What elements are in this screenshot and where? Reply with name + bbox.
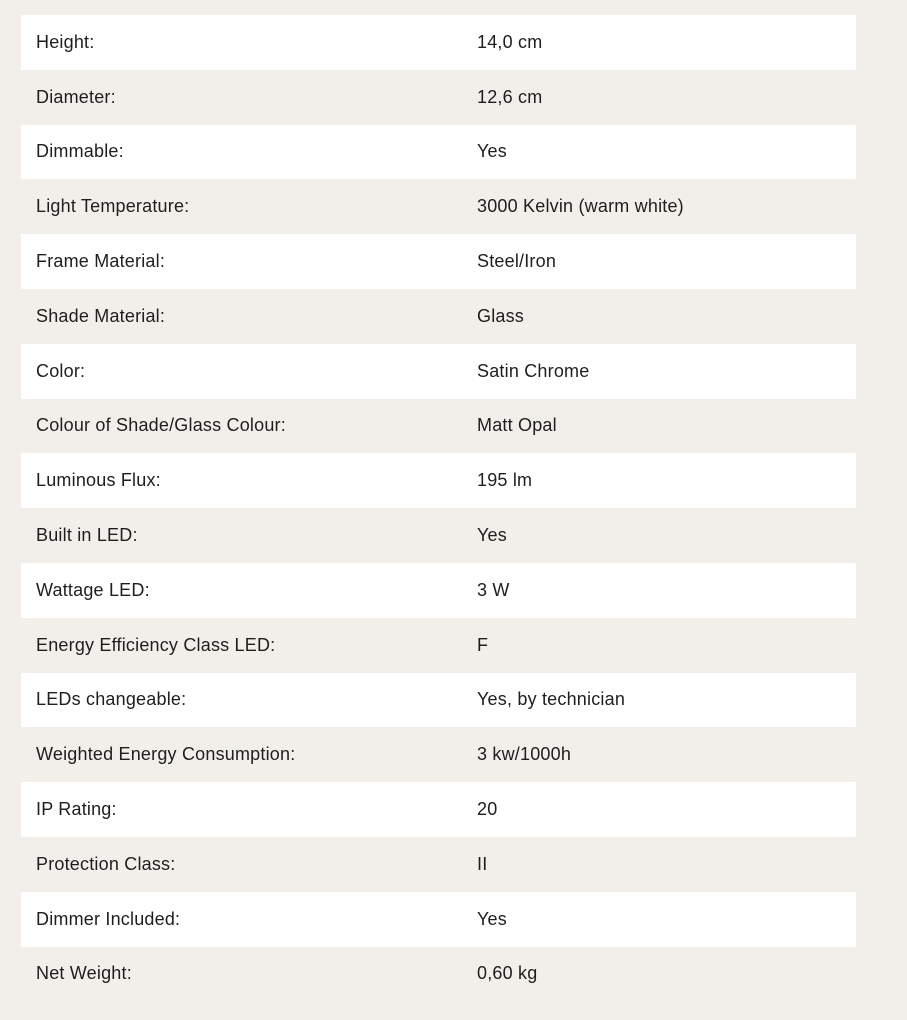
spec-value: 195 lm xyxy=(477,470,533,491)
spec-label: Light Temperature: xyxy=(36,196,190,217)
spec-row-height xyxy=(21,15,856,70)
spec-value: 20 xyxy=(477,799,498,820)
spec-value: Glass xyxy=(477,305,525,326)
spec-row-diameter xyxy=(21,70,856,125)
spec-row-shade-material xyxy=(21,289,856,344)
spec-value: Yes xyxy=(477,141,507,162)
spec-value: 3 W xyxy=(477,579,510,600)
spec-row-light-temperature xyxy=(21,179,856,234)
spec-label: Protection Class: xyxy=(36,853,176,874)
spec-value: Yes xyxy=(477,525,507,546)
spec-label: Built in LED: xyxy=(36,525,138,546)
spec-value: Yes, by technician xyxy=(477,689,626,710)
spec-label: Dimmable: xyxy=(36,141,124,162)
spec-label: Colour of Shade/Glass Colour: xyxy=(36,415,286,436)
spec-label: Wattage LED: xyxy=(36,579,150,600)
spec-value: 0,60 kg xyxy=(477,963,538,984)
spec-value: 3000 Kelvin (warm white) xyxy=(477,196,684,217)
spec-row-net-weight xyxy=(21,947,856,1002)
spec-label: Luminous Flux: xyxy=(36,470,161,491)
spec-row-built-in-led xyxy=(21,508,856,563)
spec-row-energy-class xyxy=(21,618,856,673)
spec-row-protection-class xyxy=(21,837,856,892)
spec-row-shade-colour xyxy=(21,399,856,454)
spec-label: IP Rating: xyxy=(36,799,117,820)
spec-label: Frame Material: xyxy=(36,251,166,272)
spec-row-dimmable xyxy=(21,125,856,180)
spec-label: Shade Material: xyxy=(36,305,166,326)
spec-row-luminous-flux xyxy=(21,453,856,508)
spec-label: Net Weight: xyxy=(36,963,132,984)
spec-row-leds-changeable xyxy=(21,673,856,728)
spec-label: Height: xyxy=(36,31,95,52)
spec-row-dimmer-included xyxy=(21,892,856,947)
spec-label: Weighted Energy Consumption: xyxy=(36,744,296,765)
spec-row-color xyxy=(21,344,856,399)
spec-value: Yes xyxy=(477,908,507,929)
spec-label: LEDs changeable: xyxy=(36,689,187,710)
spec-row-frame-material xyxy=(21,234,856,289)
spec-label: Energy Efficiency Class LED: xyxy=(36,634,276,655)
spec-value: 12,6 cm xyxy=(477,86,543,107)
spec-value: 3 kw/1000h xyxy=(477,744,572,765)
spec-table xyxy=(21,15,856,1001)
spec-value: II xyxy=(477,853,488,874)
spec-value: 14,0 cm xyxy=(477,31,543,52)
spec-row-energy-consumption xyxy=(21,727,856,782)
spec-value: F xyxy=(477,634,489,655)
spec-row-wattage-led xyxy=(21,563,856,618)
spec-value: Matt Opal xyxy=(477,415,557,436)
spec-value: Satin Chrome xyxy=(477,360,590,381)
spec-label: Diameter: xyxy=(36,86,116,107)
spec-label: Dimmer Included: xyxy=(36,908,181,929)
spec-label: Color: xyxy=(36,360,86,381)
spec-row-ip-rating xyxy=(21,782,856,837)
spec-value: Steel/Iron xyxy=(477,251,557,272)
